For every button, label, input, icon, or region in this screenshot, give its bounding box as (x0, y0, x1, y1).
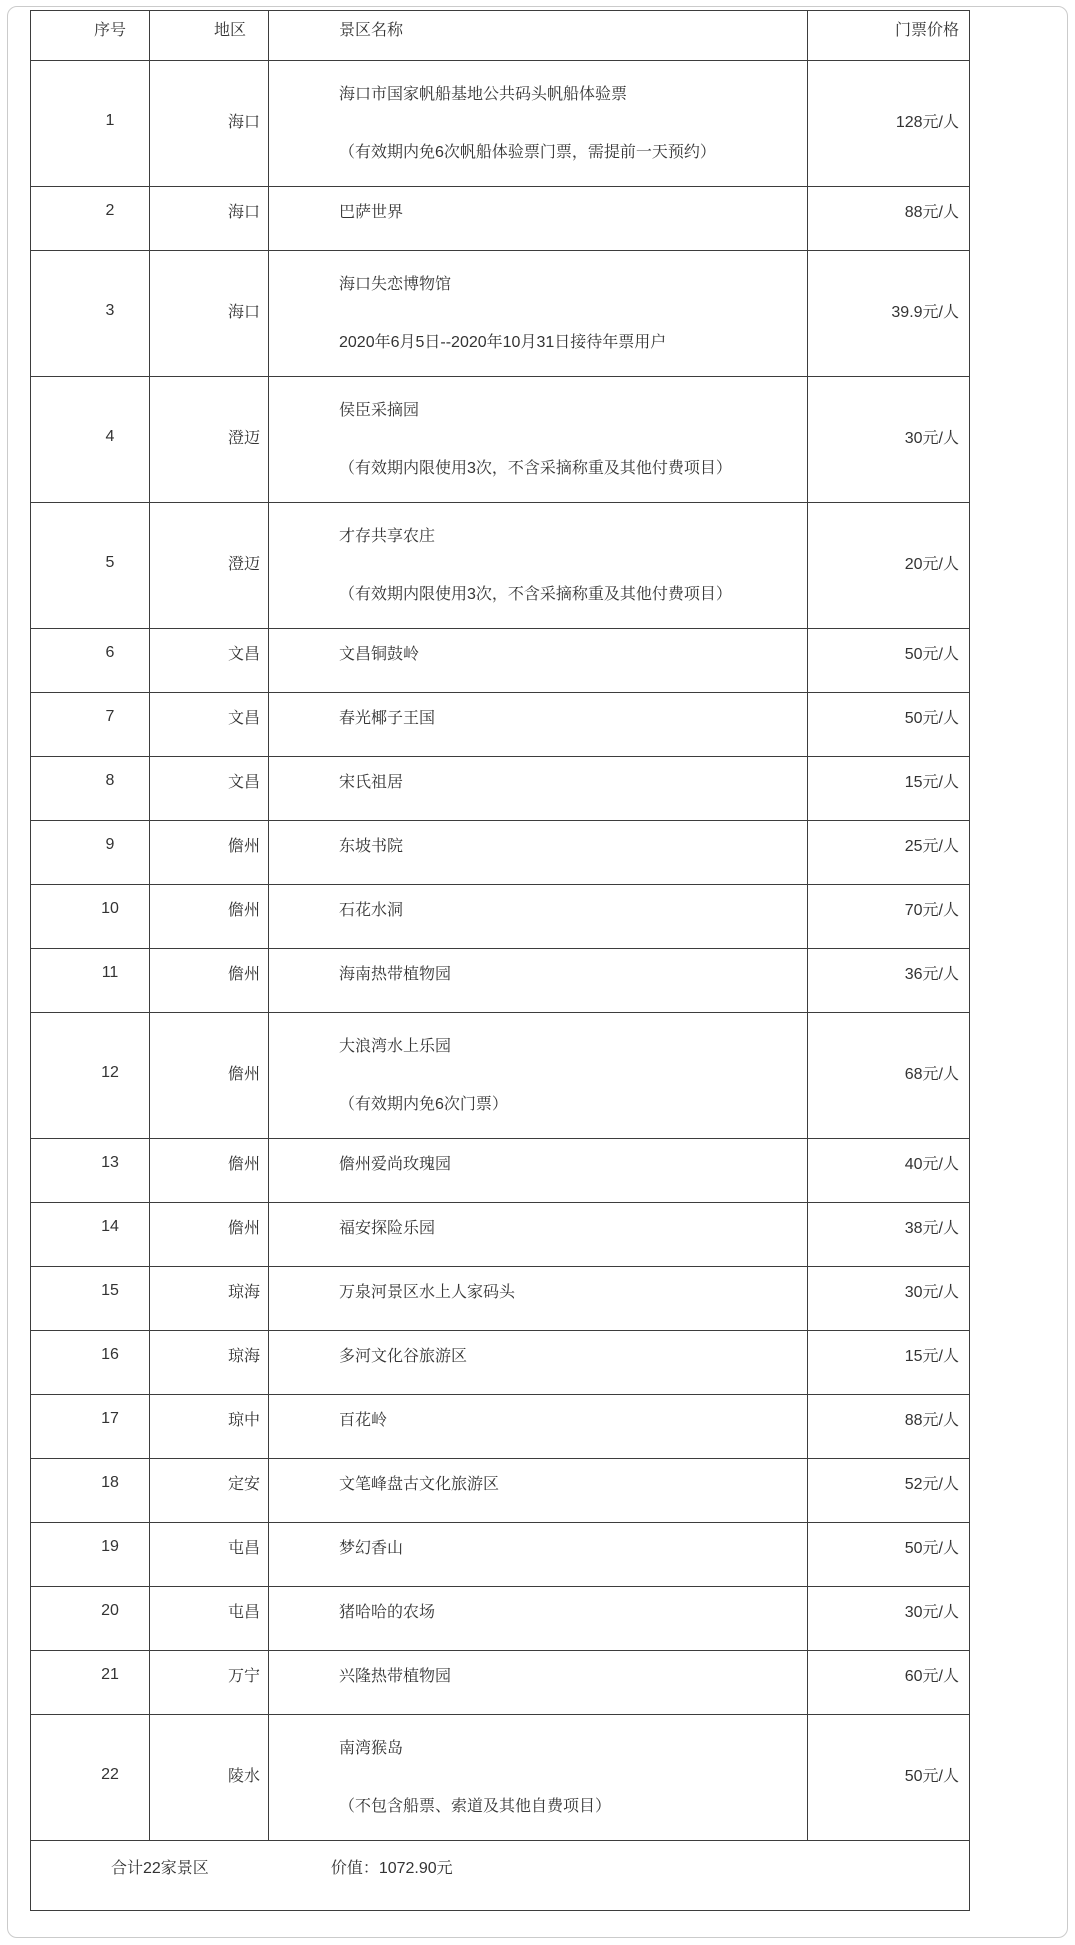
cell-region: 儋州 (150, 1013, 269, 1139)
scenic-note: （有效期内免6次帆船体验票门票，需提前一天预约） (339, 144, 716, 161)
cell-no: 21 (31, 1651, 150, 1715)
cell-no: 9 (31, 821, 150, 885)
scenic-name: 东坡书院 (339, 838, 404, 855)
scenic-name: 万泉河景区水上人家码头 (339, 1284, 516, 1301)
scenic-name: 文昌铜鼓岭 (339, 646, 420, 663)
cell-no: 13 (31, 1139, 150, 1203)
cell-no: 11 (31, 949, 150, 1013)
table-row (31, 1139, 970, 1203)
cell-region: 文昌 (150, 693, 269, 757)
cell-region: 屯昌 (150, 1587, 269, 1651)
table-body (31, 61, 970, 1841)
table-row (31, 949, 970, 1013)
scenic-note: （有效期内免6次门票） (339, 1096, 508, 1113)
cell-price: 30元/人 (808, 377, 970, 503)
table-row (31, 1523, 970, 1587)
cell-no: 15 (31, 1267, 150, 1331)
cell-name (269, 187, 808, 251)
cell-region: 儋州 (150, 885, 269, 949)
cell-price: 39.9元/人 (808, 251, 970, 377)
cell-no: 22 (31, 1715, 150, 1841)
table-row (31, 1331, 970, 1395)
scenic-name: 宋氏祖居 (339, 774, 404, 791)
cell-no: 20 (31, 1587, 150, 1651)
cell-region: 琼中 (150, 1395, 269, 1459)
table-row (31, 821, 970, 885)
cell-region: 定安 (150, 1459, 269, 1523)
footer-summary-cell (31, 1841, 970, 1911)
scenic-name: 才存共享农庄 (339, 528, 436, 545)
table-row (31, 1203, 970, 1267)
cell-no: 2 (31, 187, 150, 251)
column-header-no: 序号 (31, 11, 150, 61)
scenic-name: 海口市国家帆船基地公共码头帆船体验票 (339, 86, 628, 103)
cell-name (269, 377, 808, 503)
cell-name (269, 503, 808, 629)
cell-name (269, 1395, 808, 1459)
cell-region: 澄迈 (150, 503, 269, 629)
table-row (31, 1715, 970, 1841)
table-row (31, 377, 970, 503)
scenic-name: 南湾猴岛 (339, 1740, 404, 1757)
cell-no: 17 (31, 1395, 150, 1459)
cell-region: 屯昌 (150, 1523, 269, 1587)
table-header-row (31, 11, 970, 61)
column-header-region: 地区 (150, 11, 269, 61)
cell-name (269, 1013, 808, 1139)
cell-name (269, 1203, 808, 1267)
cell-price: 40元/人 (808, 1139, 970, 1203)
cell-price: 52元/人 (808, 1459, 970, 1523)
cell-price: 15元/人 (808, 757, 970, 821)
scenic-name: 百花岭 (339, 1412, 388, 1429)
cell-region: 海口 (150, 251, 269, 377)
cell-price: 50元/人 (808, 1715, 970, 1841)
cell-no: 10 (31, 885, 150, 949)
cell-region: 琼海 (150, 1331, 269, 1395)
scenic-note: （不包含船票、索道及其他自费项目） (339, 1798, 612, 1815)
scenic-name: 兴隆热带植物园 (339, 1668, 452, 1685)
cell-name (269, 949, 808, 1013)
cell-name (269, 1139, 808, 1203)
cell-name (269, 251, 808, 377)
footer-total-count: 合计22家景区 (111, 1860, 209, 1877)
table-row (31, 1459, 970, 1523)
cell-price: 25元/人 (808, 821, 970, 885)
cell-no: 8 (31, 757, 150, 821)
cell-price: 30元/人 (808, 1587, 970, 1651)
cell-no: 3 (31, 251, 150, 377)
cell-no: 5 (31, 503, 150, 629)
cell-no: 16 (31, 1331, 150, 1395)
cell-name (269, 885, 808, 949)
column-header-name: 景区名称 (269, 11, 808, 61)
cell-region: 海口 (150, 61, 269, 187)
cell-name (269, 1651, 808, 1715)
cell-name (269, 821, 808, 885)
table-row (31, 629, 970, 693)
scenic-name: 多河文化谷旅游区 (339, 1348, 468, 1365)
cell-price: 50元/人 (808, 1523, 970, 1587)
scenic-note: 2020年6月5日--2020年10月31日接待年票用户 (339, 334, 667, 351)
cell-price: 20元/人 (808, 503, 970, 629)
cell-price: 50元/人 (808, 693, 970, 757)
table-row (31, 885, 970, 949)
table-row (31, 61, 970, 187)
cell-price: 50元/人 (808, 629, 970, 693)
scenic-name: 春光椰子王国 (339, 710, 436, 727)
table-row (31, 757, 970, 821)
cell-name (269, 61, 808, 187)
cell-no: 4 (31, 377, 150, 503)
table-row (31, 187, 970, 251)
cell-region: 文昌 (150, 629, 269, 693)
table-footer-row (31, 1841, 970, 1911)
cell-region: 万宁 (150, 1651, 269, 1715)
scenic-name: 侯臣采摘园 (339, 402, 420, 419)
scenic-name: 巴萨世界 (339, 204, 404, 221)
cell-region: 陵水 (150, 1715, 269, 1841)
table-row (31, 1651, 970, 1715)
cell-region: 琼海 (150, 1267, 269, 1331)
cell-region: 澄迈 (150, 377, 269, 503)
table-row (31, 1587, 970, 1651)
scenic-name: 石花水洞 (339, 902, 404, 919)
cell-name (269, 1523, 808, 1587)
scenic-name: 梦幻香山 (339, 1540, 404, 1557)
cell-price: 68元/人 (808, 1013, 970, 1139)
cell-no: 12 (31, 1013, 150, 1139)
scenic-note: （有效期内限使用3次，不含采摘称重及其他付费项目） (339, 460, 732, 477)
table-row (31, 1395, 970, 1459)
cell-price: 60元/人 (808, 1651, 970, 1715)
cell-no: 19 (31, 1523, 150, 1587)
scenic-name: 儋州爱尚玫瑰园 (339, 1156, 452, 1173)
cell-no: 6 (31, 629, 150, 693)
footer-total-value: 价值：1072.90元 (330, 1860, 453, 1877)
scenic-name: 大浪湾水上乐园 (339, 1038, 452, 1055)
cell-name (269, 629, 808, 693)
cell-region: 海口 (150, 187, 269, 251)
cell-price: 128元/人 (808, 61, 970, 187)
scenic-name: 福安探险乐园 (339, 1220, 436, 1237)
cell-name (269, 1459, 808, 1523)
scenic-name: 文笔峰盘古文化旅游区 (339, 1476, 500, 1493)
cell-name (269, 757, 808, 821)
scenic-name: 海南热带植物园 (339, 966, 452, 983)
cell-no: 1 (31, 61, 150, 187)
scenic-name: 猪哈哈的农场 (339, 1604, 436, 1621)
column-header-price: 门票价格 (808, 11, 970, 61)
cell-price: 36元/人 (808, 949, 970, 1013)
cell-region: 儋州 (150, 821, 269, 885)
scenic-note: （有效期内限使用3次，不含采摘称重及其他付费项目） (339, 586, 732, 603)
table-row (31, 503, 970, 629)
cell-name (269, 693, 808, 757)
table-row (31, 1013, 970, 1139)
ticket-price-table (30, 10, 970, 1911)
table-row (31, 251, 970, 377)
table-row (31, 1267, 970, 1331)
cell-region: 儋州 (150, 1203, 269, 1267)
cell-name (269, 1715, 808, 1841)
cell-region: 文昌 (150, 757, 269, 821)
cell-no: 18 (31, 1459, 150, 1523)
cell-price: 88元/人 (808, 187, 970, 251)
cell-name (269, 1267, 808, 1331)
cell-price: 88元/人 (808, 1395, 970, 1459)
cell-price: 30元/人 (808, 1267, 970, 1331)
cell-no: 14 (31, 1203, 150, 1267)
cell-region: 儋州 (150, 949, 269, 1013)
cell-region: 儋州 (150, 1139, 269, 1203)
cell-name (269, 1587, 808, 1651)
cell-price: 15元/人 (808, 1331, 970, 1395)
cell-price: 70元/人 (808, 885, 970, 949)
cell-name (269, 1331, 808, 1395)
scenic-name: 海口失恋博物馆 (339, 276, 452, 293)
table-row (31, 693, 970, 757)
cell-price: 38元/人 (808, 1203, 970, 1267)
cell-no: 7 (31, 693, 150, 757)
